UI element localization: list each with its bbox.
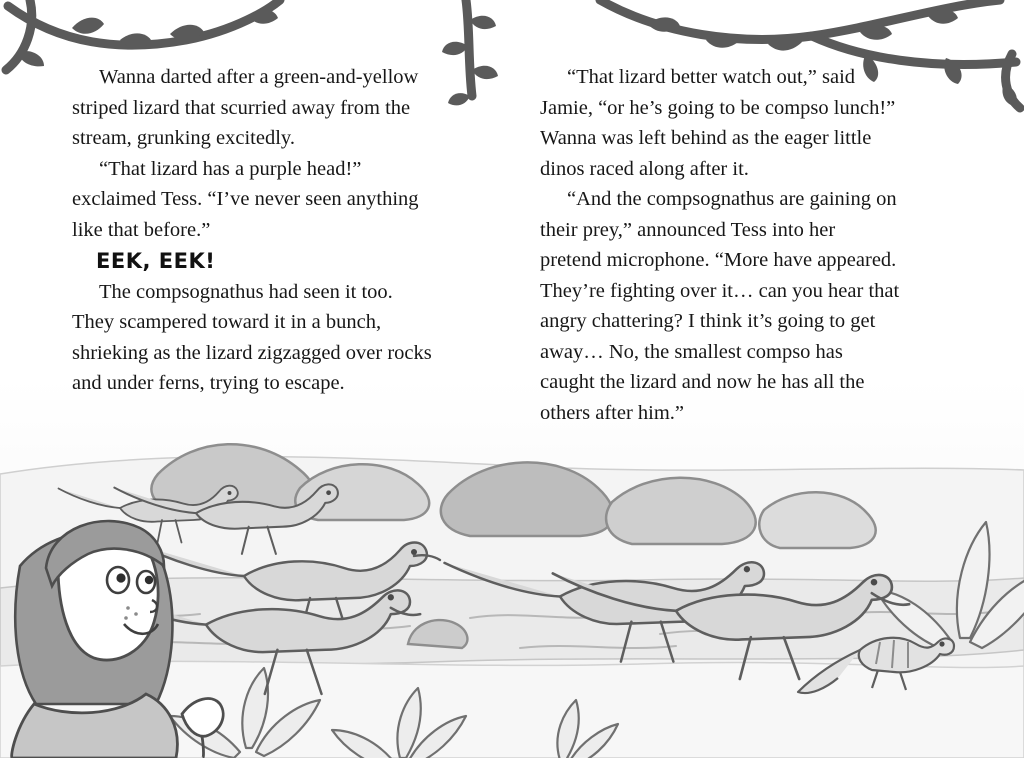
paragraph: Wanna darted after a green-and-yellow striped lizard that scurried away from the stream, grunking excitedly.: [72, 66, 419, 149]
paragraph: The compsognathus had seen it too. They scampered toward it in a bunch, shrieking as the lizard zigzagged over rocks and under ferns, trying to escape.: [72, 280, 432, 394]
paragraph: “That lizard better watch out,” said Jamie, “or he’s going to be compso lunch!” Wanna was left behind as the eager little dinos raced along after it.: [540, 66, 896, 180]
left-column: [72, 62, 432, 462]
sound-effect-text: EEK, EEK!: [96, 249, 216, 273]
right-column: [540, 62, 900, 462]
paragraph: “And the compsognathus are gaining on their prey,” announced Tess into her pretend microphone. “More have appeared. They’re fighting over it… can you hear that angry chattering? I think it’s going to get away… No, the smallest compso has caught the lizard and now he has all the others after him.”: [540, 188, 900, 424]
paragraph: “That lizard has a purple head!” exclaimed Tess. “I’ve never seen anything like that before.”: [72, 157, 419, 241]
body-text: [0, 62, 1024, 462]
